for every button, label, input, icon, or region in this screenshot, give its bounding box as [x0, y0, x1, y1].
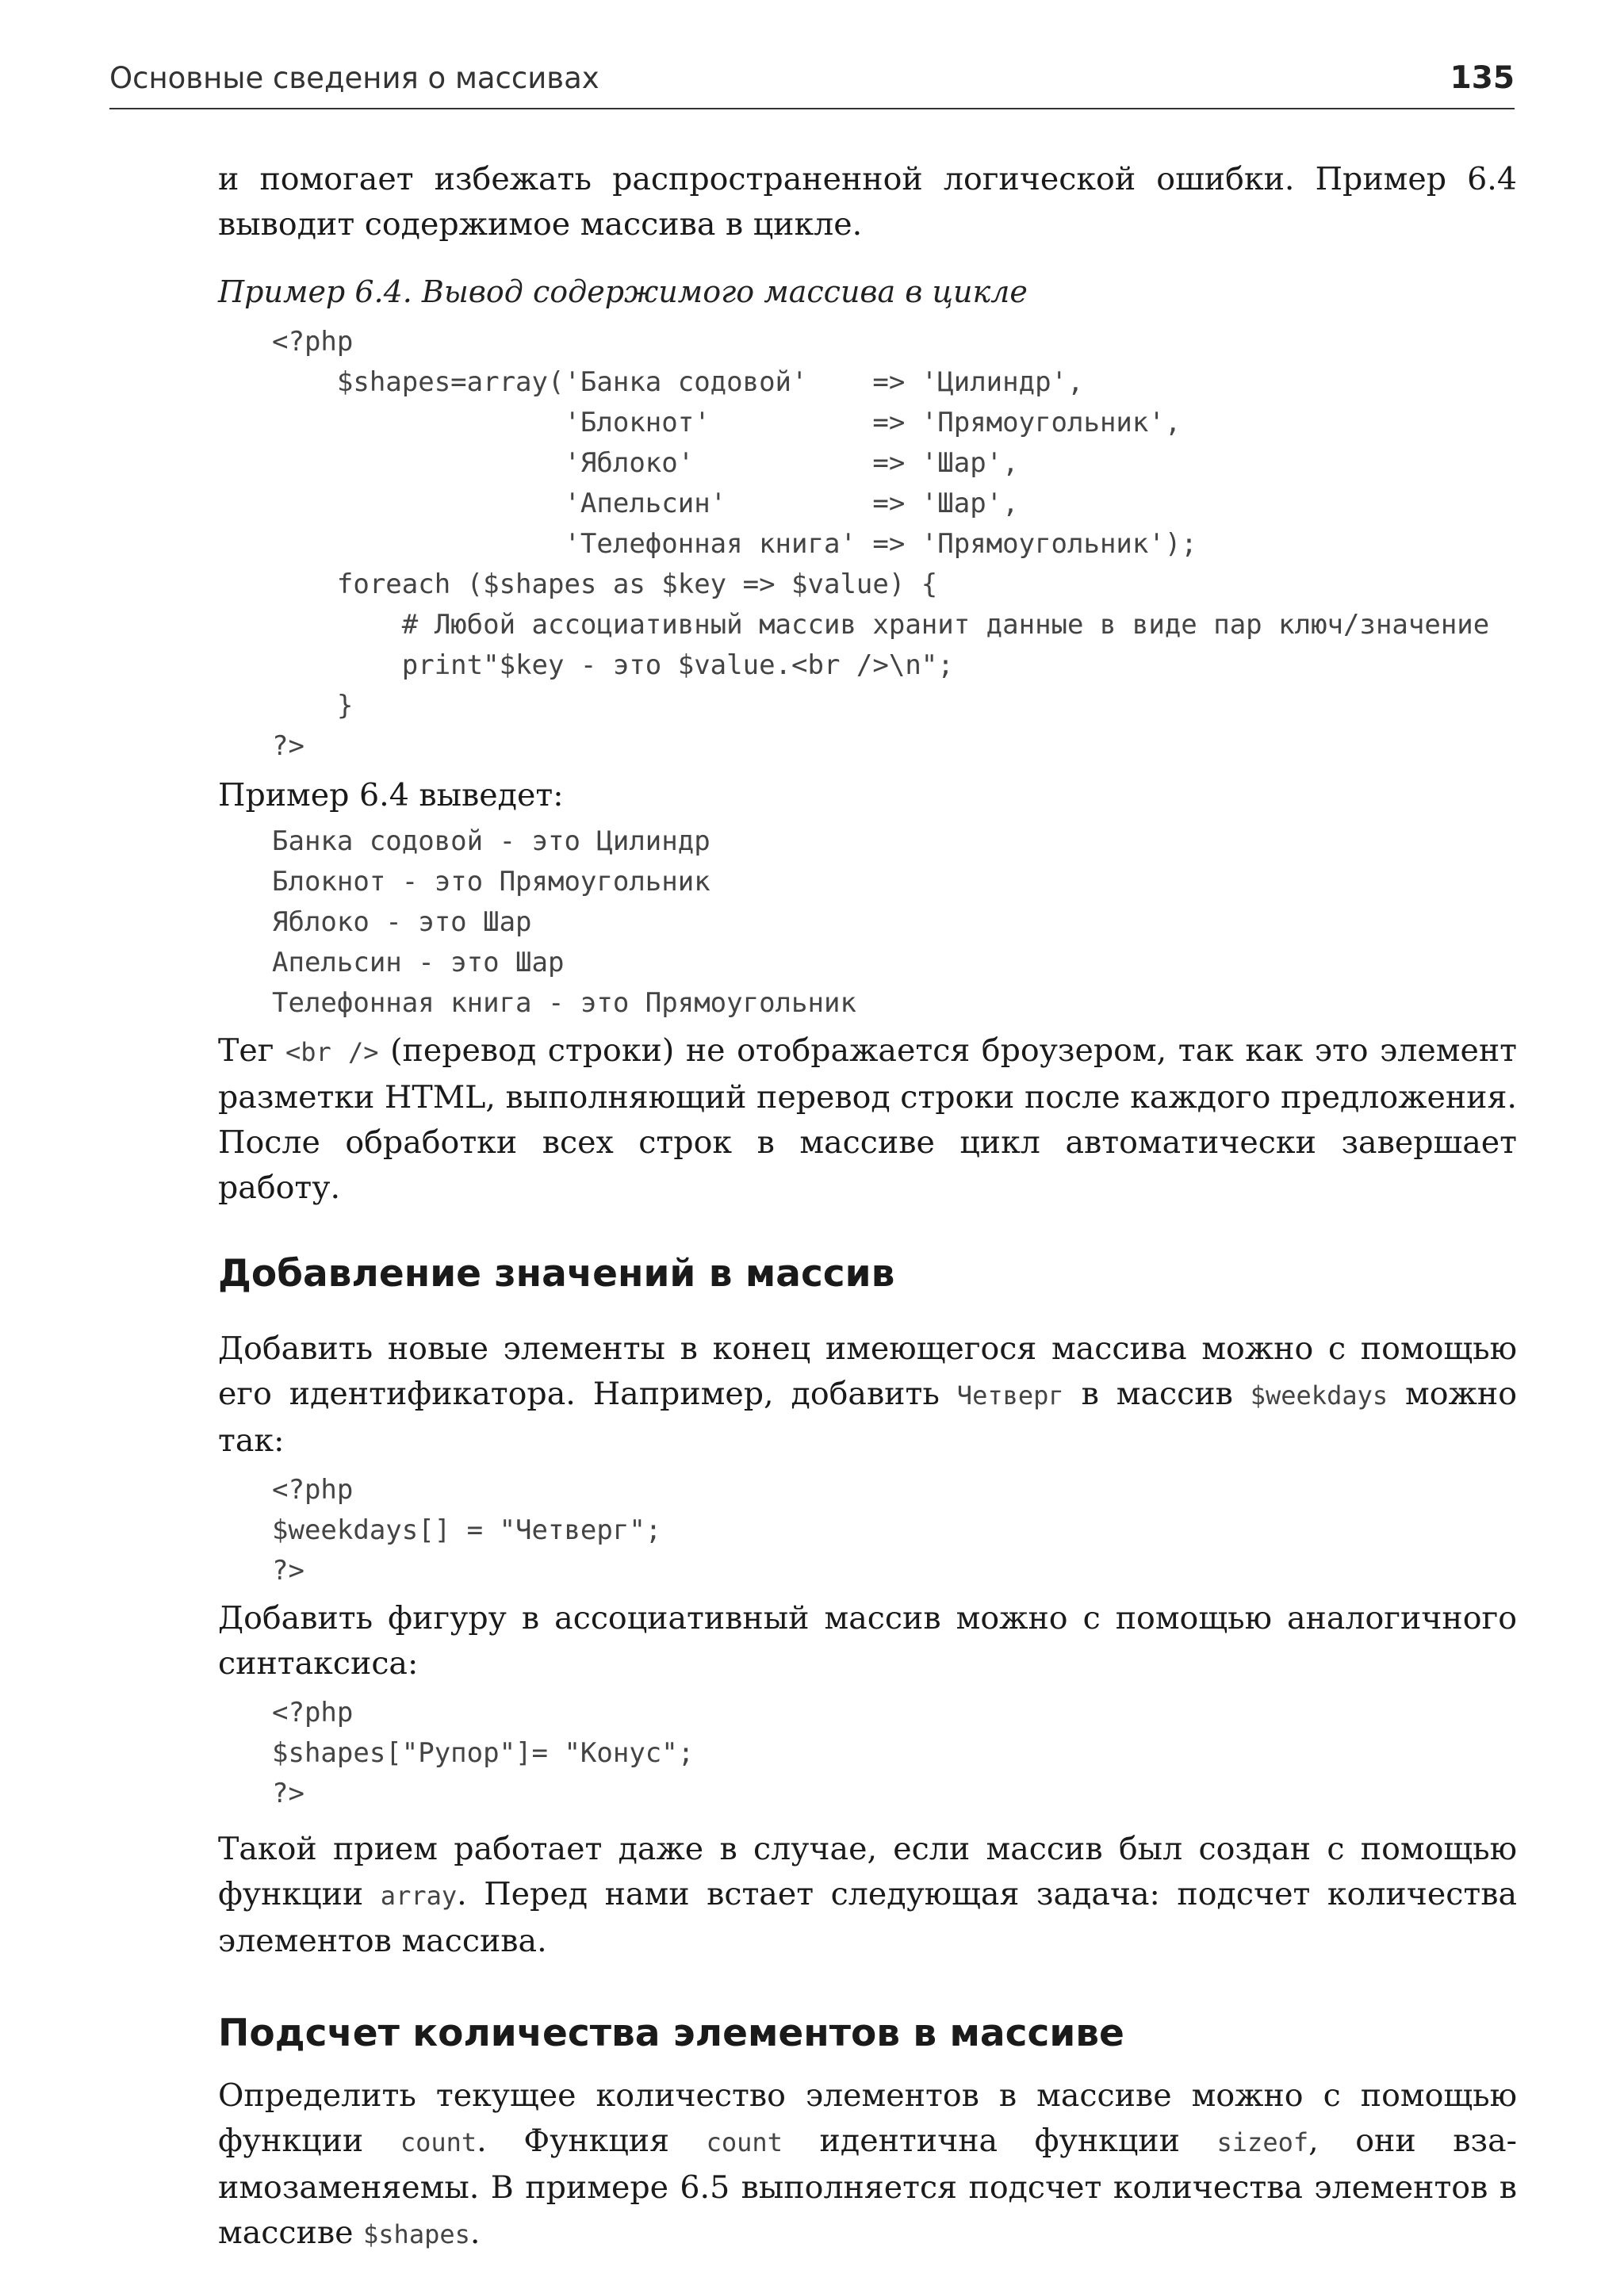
- output-line: Апельсин - это Шар: [272, 947, 565, 978]
- paragraph-add-elements: [218, 1326, 1517, 1464]
- section-heading-add-values: Добавление значений в массив: [218, 1252, 895, 1296]
- output-line: Банка содовой - это Цилиндр: [272, 825, 710, 857]
- paragraph-add-shape: Добавить фигуру в ассоциативный массив можно с помощью аналогичного синтаксиса:: [218, 1600, 1517, 1682]
- inline-code: sizeof: [1216, 2127, 1309, 2157]
- paragraph-array-function: [218, 1827, 1517, 1964]
- text-span: . Функция: [477, 2123, 707, 2159]
- paragraph-intro: и помогает избежать распространенной логической ошибки. Пример 6.4 выводит содержимое массива в цикле.: [218, 161, 1517, 243]
- code-line: ?>: [272, 1778, 304, 1809]
- inline-code: <br />: [285, 1037, 379, 1067]
- text-span: (перевод строки) не отображается броузером, так как это элемент разметки HTML, выполняющий перевод строки после каждого предложения. После обработки всех строк в массиве цикл автоматически завершает работу.: [218, 1032, 1518, 1206]
- code-line: <?php: [272, 1474, 354, 1506]
- text-span: можно так:: [218, 1376, 1517, 1459]
- output-listing: [272, 821, 1517, 1024]
- page-content: [218, 157, 1517, 2257]
- output-line: Телефонная книга - это Прямоугольник: [272, 987, 856, 1019]
- page-number: 135: [1450, 59, 1515, 96]
- code-line: 'Блокнот' => 'Прямоугольник',: [272, 407, 1182, 438]
- text-span: идентична функции: [782, 2123, 1217, 2159]
- text-span: Определить текущее количество элементов в массиве можно с помощью функции: [218, 2077, 1517, 2159]
- text-span: в массив: [1063, 1376, 1251, 1412]
- inline-code: $weekdays: [1250, 1380, 1388, 1411]
- code-listing-weekdays: [272, 1470, 1517, 1591]
- text-span: Такой прием работает даже в случае, если массив был создан с помощью функции: [218, 1831, 1517, 1912]
- code-line: <?php: [272, 1697, 354, 1728]
- example-caption: Пример 6.4. Вывод содержимого массива в цикле: [218, 274, 1028, 309]
- code-line: foreach ($shapes as $key => $value) {: [272, 568, 938, 600]
- inline-code: array: [380, 1881, 458, 1911]
- text-span: .: [469, 2215, 481, 2251]
- inline-code: Четверг: [956, 1380, 1064, 1411]
- code-line: <?php: [272, 326, 354, 358]
- inline-code: $shapes: [363, 2219, 470, 2249]
- code-line: # Любой ассоциативный массив хранит данные в виде пар ключ/значение: [272, 609, 1490, 641]
- code-line: $shapes["Рупор"]= "Конус";: [272, 1737, 695, 1769]
- text-span: Тег: [218, 1032, 285, 1069]
- code-line: 'Яблоко' => 'Шар',: [272, 447, 1019, 479]
- code-listing-example: [272, 322, 1517, 767]
- inline-code: count: [706, 2127, 783, 2157]
- code-line: ?>: [272, 730, 304, 762]
- code-line: ?>: [272, 1555, 304, 1587]
- code-listing-shapes: [272, 1693, 1517, 1814]
- code-line: print"$key - это $value.<br />\n";: [272, 649, 954, 681]
- text-span: Добавить новые элементы в конец имеющегося массива можно с помощью его идентификатора. Например, добавить: [218, 1330, 1517, 1412]
- paragraph-br-tag: [218, 1028, 1517, 1211]
- text-span: . Перед нами встает следующая задача: подсчет количества элементов массива.: [218, 1876, 1517, 1959]
- output-line: Блокнот - это Прямоугольник: [272, 866, 710, 898]
- code-line: 'Апельсин' => 'Шар',: [272, 488, 1019, 519]
- text-span: , они взаимозаменяемы. В примере 6.5 выполняется подсчет количества элементов в массиве: [218, 2123, 1517, 2251]
- code-line: $weekdays[] = "Четверг";: [272, 1514, 662, 1546]
- output-heading: Пример 6.4 выведет:: [218, 777, 564, 814]
- code-line: 'Телефонная книга' => 'Прямоугольник');: [272, 528, 1197, 560]
- code-line: $shapes=array('Банка содовой' => 'Цилиндр',: [272, 366, 1084, 398]
- output-line: Яблоко - это Шар: [272, 906, 532, 938]
- paragraph-count-function: [218, 2073, 1517, 2257]
- chapter-title: Основные сведения о массивах: [109, 60, 599, 95]
- running-header: [109, 48, 1515, 109]
- section-heading-count: Подсчет количества элементов в массиве: [218, 2012, 1124, 2055]
- inline-code: count: [400, 2127, 477, 2157]
- code-line: }: [272, 690, 354, 722]
